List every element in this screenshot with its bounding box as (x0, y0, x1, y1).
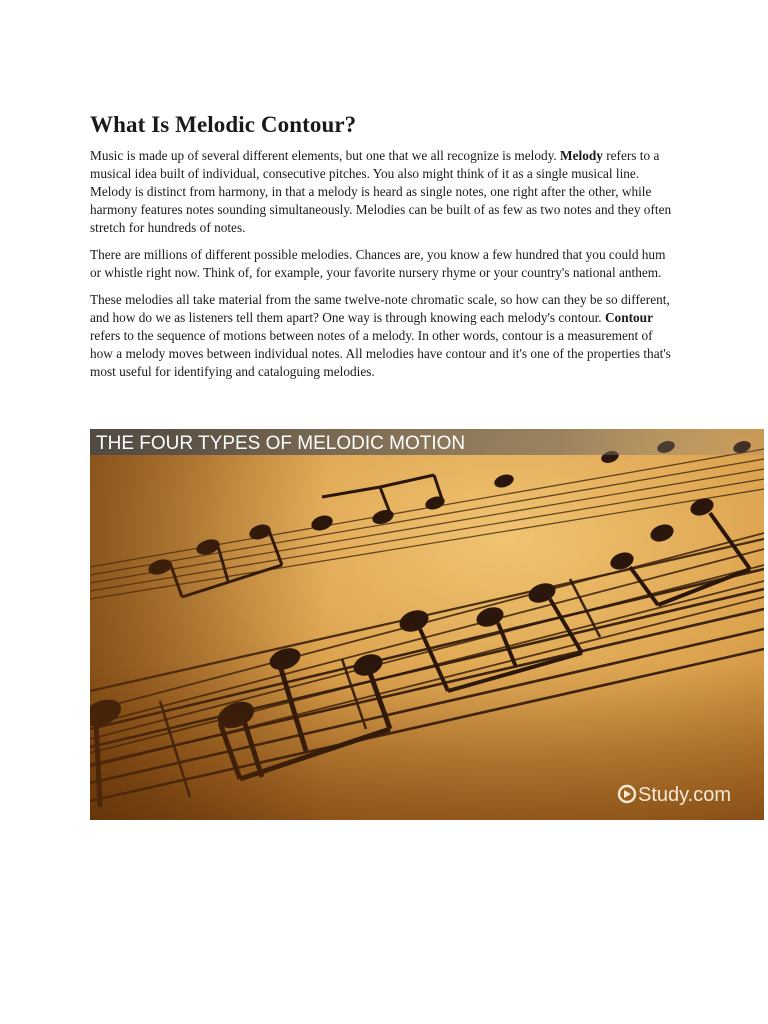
paragraph-melody (90, 147, 676, 237)
paragraph-melody-text-a: Music is made up of several different elements, but one that we all recognize is melody. (90, 148, 561, 163)
figure-banner-title: THE FOUR TYPES OF MELODIC MOTION (96, 433, 466, 454)
paragraph-contour-text-b: refers to the sequence of motions between notes of a melody. In other words, contour is a measurement of how a melody moves between individual notes. All melodies have contour and it's one of the properties that's most useful for identifying and cataloguing melodies. (90, 328, 671, 379)
article (90, 112, 676, 390)
term-contour: Contour (604, 310, 653, 325)
paragraph-contour-text-a: These melodies all take material from the same twelve-note chromatic scale, so how can they be so different, and how do we as listeners tell them apart? One way is through knowing each melody's contour. (90, 292, 670, 325)
paragraph-contour (90, 291, 676, 381)
melodic-motion-image (90, 429, 764, 820)
study-watermark: Study.com (638, 784, 731, 806)
paragraph-melody-text-b: refers to a musical idea built of individual, consecutive pitches. You also might think of it as a single musical line. Melody is distinct from harmony, in that a melody is heard as single notes, one right after the other, while harmony features notes sounding simultaneously. Melodies can be built of as few as two notes and they often stretch for hundreds of notes. (90, 148, 672, 235)
paragraph-millions: There are millions of different possible melodies. Chances are, you know a few hundred that you could hum or whistle right now. Think of, for example, your favorite nursery rhyme or your country's national anthem. (90, 247, 666, 280)
term-melody: Melody (560, 148, 603, 163)
article-title: What Is Melodic Contour? (90, 112, 357, 137)
